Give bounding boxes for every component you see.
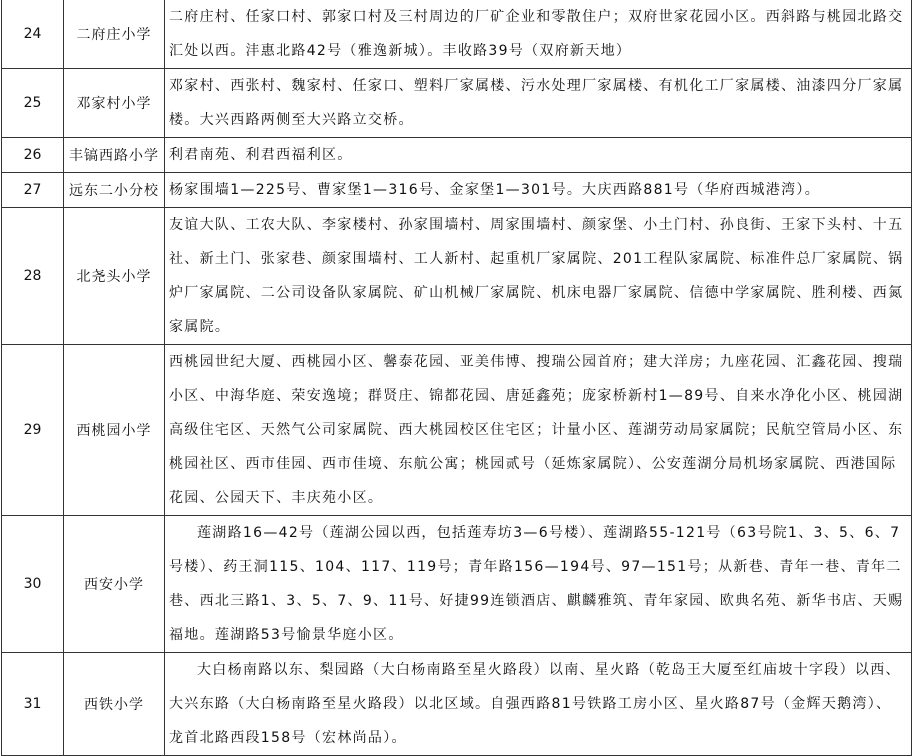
service-area: 莲湖路16—42号（莲湖公园以西，包括莲寿坊3—6号楼）、莲湖路55-121号（63号院1、3、5、6、7号楼）、药王洞115、104、117、119号；青年路156—194号、97—151号；从新巷、青年一巷、青年二巷、西北三路1、3、5、7、9、11号、好捷99连锁酒店、麒麟雅筑、青年家园、欧典名苑、新华书店、天赐福地。莲湖路53号愉景华庭小区。 [165,516,912,653]
enrollment-district-table [1,0,912,756]
service-area: 大白杨南路以东、梨园路（大白杨南路至星火路段）以南、星火路（乾岛王大厦至红庙坡十字段）以西、大兴东路（大白杨南路至星火路段）以北区域。自强西路81号铁路工房小区、星火路87号（金辉天鹅湾）、龙首北路西段158号（宏林尚品）。 [165,653,912,756]
row-number: 27 [2,173,64,208]
row-number: 30 [2,516,64,653]
school-name: 丰镐西路小学 [64,138,165,173]
school-name: 远东二小分校 [64,173,165,208]
table-row [2,345,912,516]
service-area: 友谊大队、工农大队、李家楼村、孙家围墙村、周家围墙村、颜家堡、小土门村、孙良街、王家下头村、十五社、新土门、张家巷、颜家围墙村、工人新村、起重机厂家属院、201工程队家属院、标准件总厂家属院、锅炉厂家属院、二公司设备队家属院、矿山机械厂家属院、机床电器厂家属院、信德中学家属院、胜利楼、西氮家属院。 [165,208,912,345]
table-row [2,208,912,345]
row-number: 25 [2,69,64,138]
row-number: 26 [2,138,64,173]
service-area: 西桃园世纪大厦、西桃园小区、馨泰花园、亚美伟博、搜瑞公园首府；建大洋房；九座花园、汇鑫花园、搜瑞小区、中海华庭、荣安逸境；群贤庄、锦都花园、唐延鑫苑；庞家桥新村1—89号、自来水净化小区、桃园湖高级住宅区、天然气公司家属院、西大桃园校区住宅区；计量小区、莲湖劳动局家属院；民航空管局小区、东桃园社区、西市佳园、西市佳境、东航公寓；桃园贰号（延炼家属院）、公安莲湖分局机场家属院、西港国际花园、公园天下、丰庆苑小区。 [165,345,912,516]
table-row [2,138,912,173]
table-row [2,516,912,653]
service-area: 邓家村、西张村、魏家村、任家口、塑料厂家属楼、污水处理厂家属楼、有机化工厂家属楼、油漆四分厂家属楼。大兴西路两侧至大兴路立交桥。 [165,69,912,138]
service-area: 利君南苑、利君西福利区。 [165,138,912,173]
row-number: 28 [2,208,64,345]
school-name: 西铁小学 [64,653,165,756]
school-name: 北尧头小学 [64,208,165,345]
service-area: 二府庄村、任家口村、郭家口村及三村周边的厂矿企业和零散住户；双府世家花园小区。西斜路与桃园北路交汇处以西。沣惠北路42号（雅逸新城）。丰收路39号（双府新天地） [165,0,912,69]
school-name: 邓家村小学 [64,69,165,138]
table-row [2,0,912,69]
service-area: 杨家围墙1—225号、曹家堡1—316号、金家堡1—301号。大庆西路881号（华府西城港湾）。 [165,173,912,208]
row-number: 29 [2,345,64,516]
table-row [2,173,912,208]
row-number: 31 [2,653,64,756]
school-name: 西安小学 [64,516,165,653]
school-name: 二府庄小学 [64,0,165,69]
row-number: 24 [2,0,64,69]
school-name: 西桃园小学 [64,345,165,516]
table-row [2,653,912,756]
table-row [2,69,912,138]
